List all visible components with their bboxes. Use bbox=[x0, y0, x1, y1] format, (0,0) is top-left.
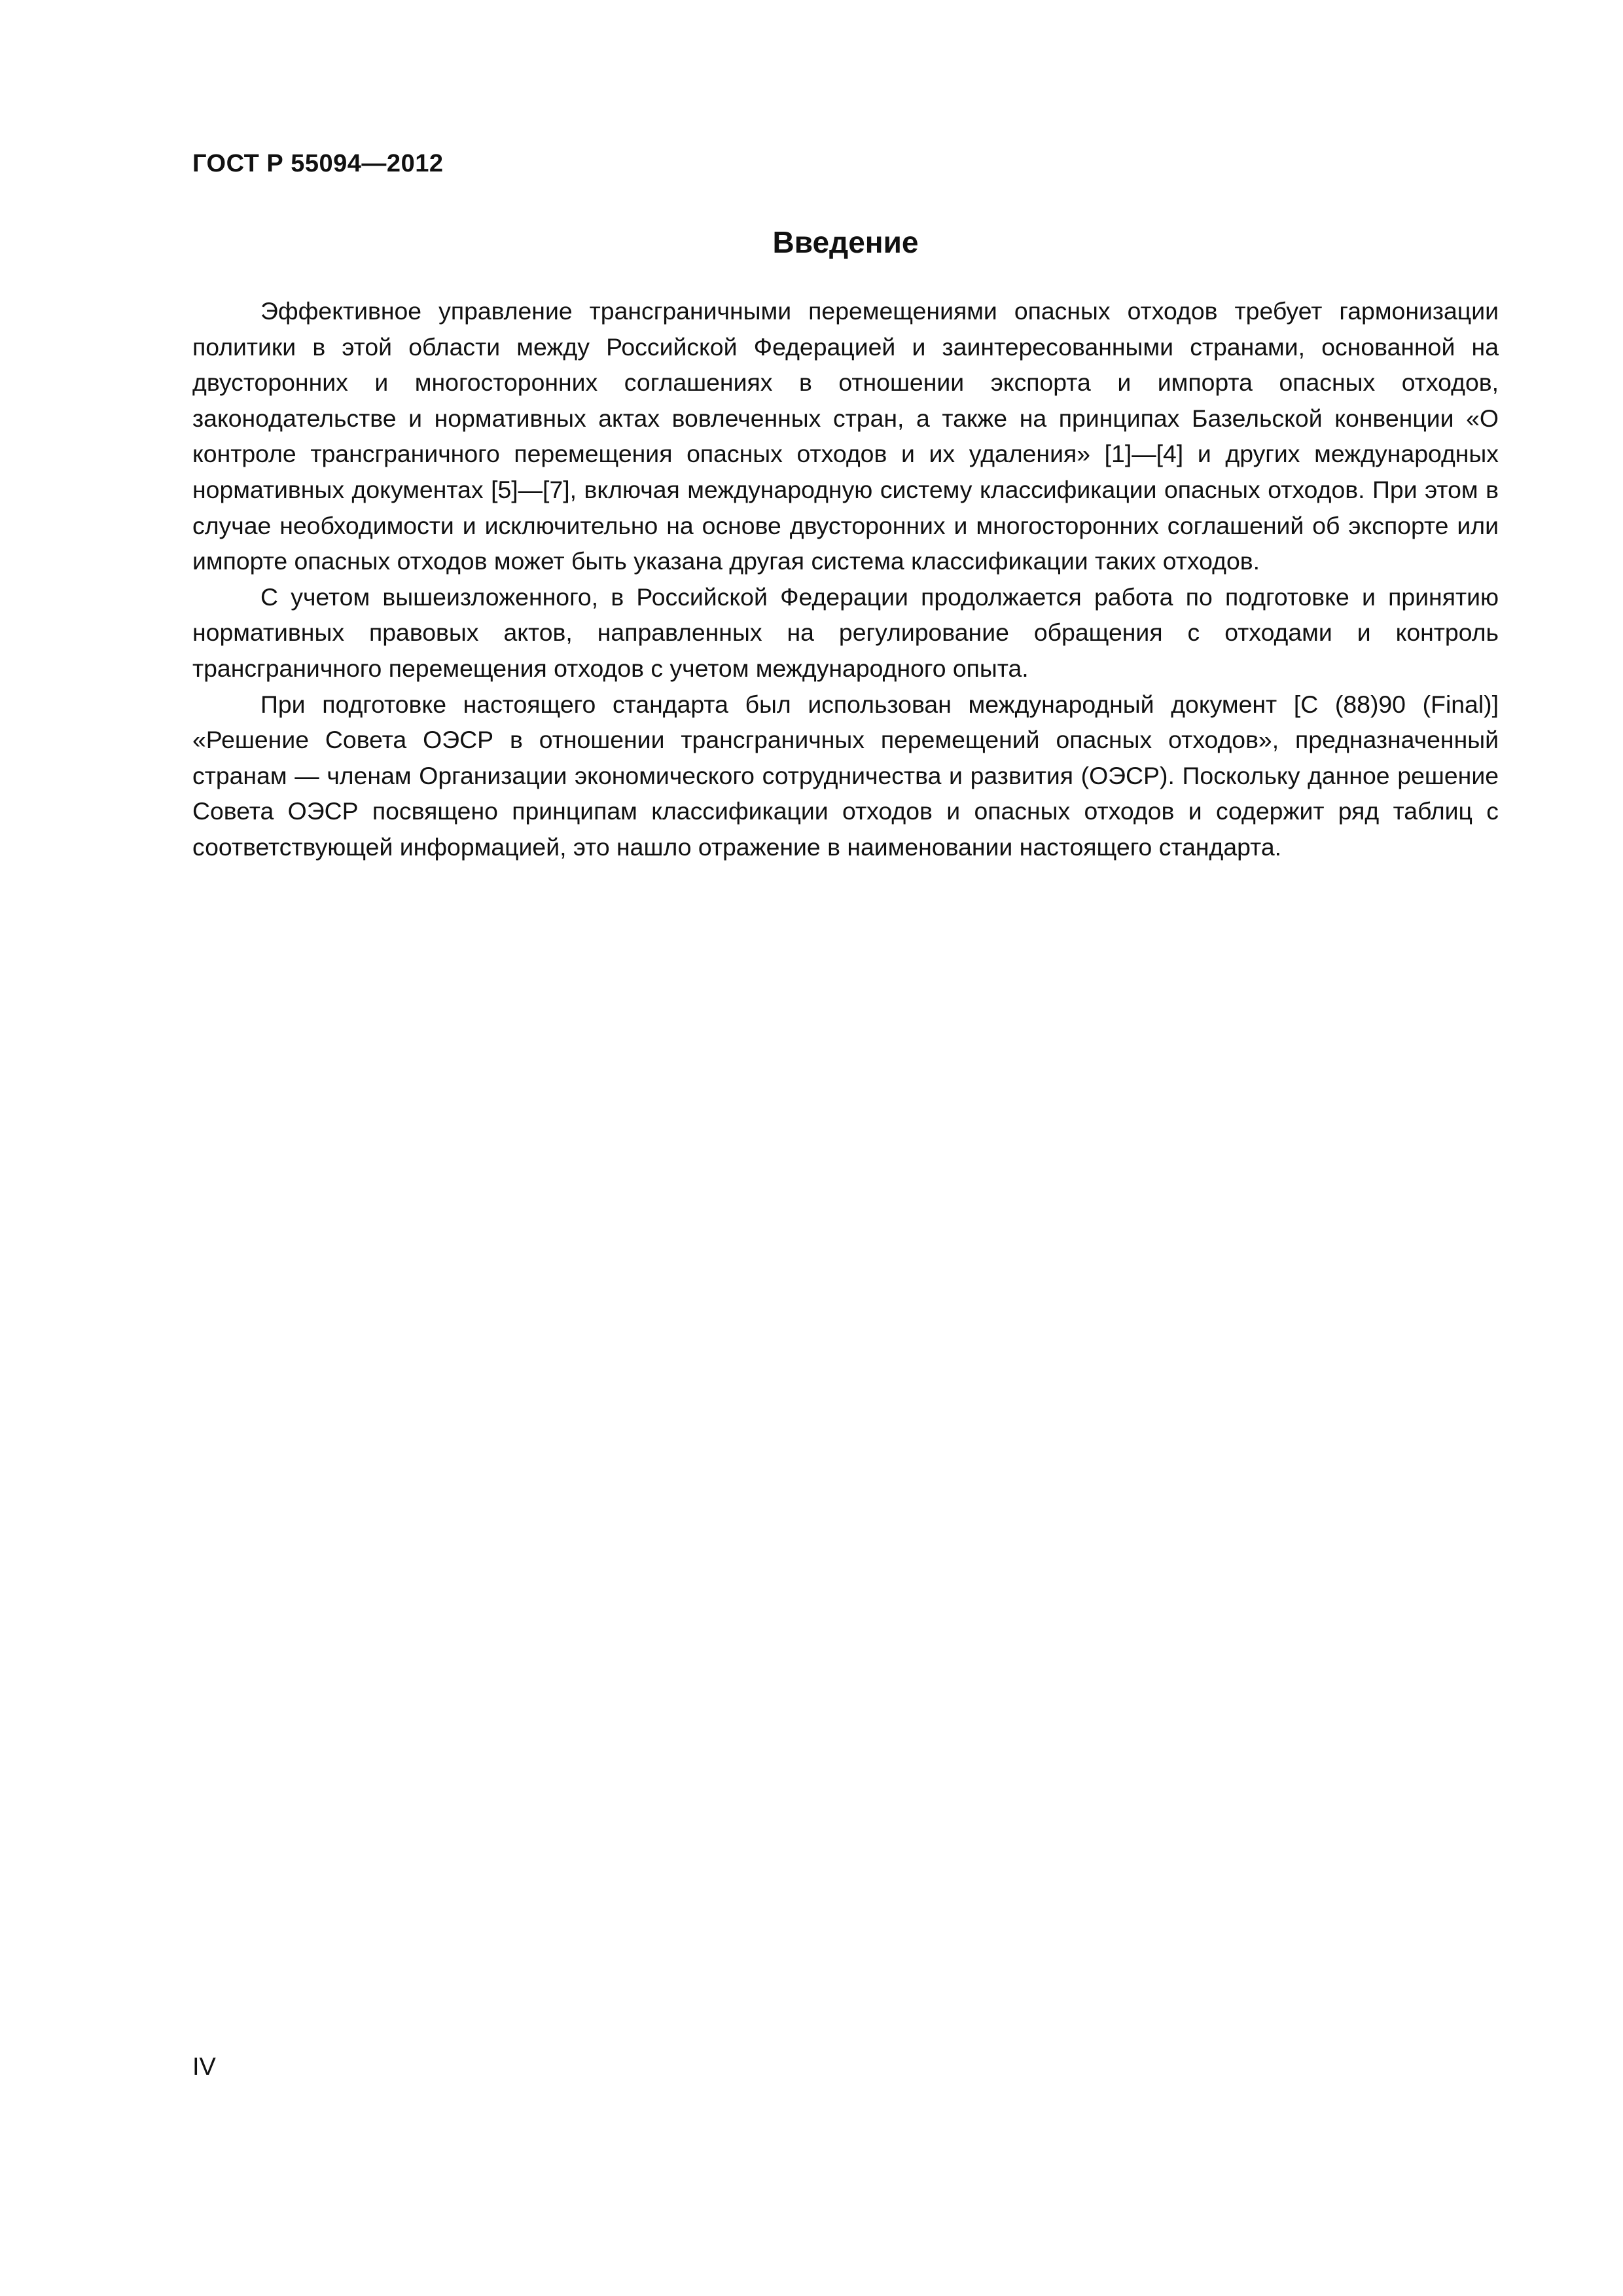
body-text bbox=[192, 293, 1499, 865]
paragraph: Эффективное управление трансграничными перемещениями опасных отходов требует гармонизации политики в этой области между Российской Федерацией и заинтересованными странами, основанной на двусторонних и многосторонних соглашениях в отношении экспорта и импорта опасных отходов, законодательстве и нормативных актах вовлеченных стран, а также на принципах Базельской конвенции «О контроле трансграничного перемещения опасных отходов и их удаления» [1]—[4] и других международных нормативных документах [5]—[7], включая международную систему классификации опасных отходов. При этом в случае необходимости и исключительно на основе двусторонних и многосторонних соглашений об экспорте или импорте опасных отходов может быть указана другая система классификации таких отходов. bbox=[192, 297, 1499, 575]
page-number: IV bbox=[192, 2053, 216, 2081]
section-title: Введение bbox=[772, 225, 919, 259]
document-code: ГОСТ Р 55094—2012 bbox=[192, 150, 444, 177]
paragraph: При подготовке настоящего стандарта был использован международный документ [С (88)90 (Final)] «Решение Совета ОЭСР в отношении трансграничных перемещений опасных отходов», предназначенный странам — членам Организации экономического сотрудничества и развития (ОЭСР). Поскольку данное решение Совета ОЭСР посвящено принципам классификации отходов и опасных отходов и содержит ряд таблиц с соответствующей информацией, это нашло отражение в наименовании настоящего стандарта. bbox=[192, 690, 1499, 861]
paragraph: С учетом вышеизложенного, в Российской Федерации продолжается работа по подготовке и принятию нормативных правовых актов, направленных на регулирование обращения с отходами и контроль трансграничного перемещения отходов с учетом международного опыта. bbox=[192, 583, 1499, 682]
